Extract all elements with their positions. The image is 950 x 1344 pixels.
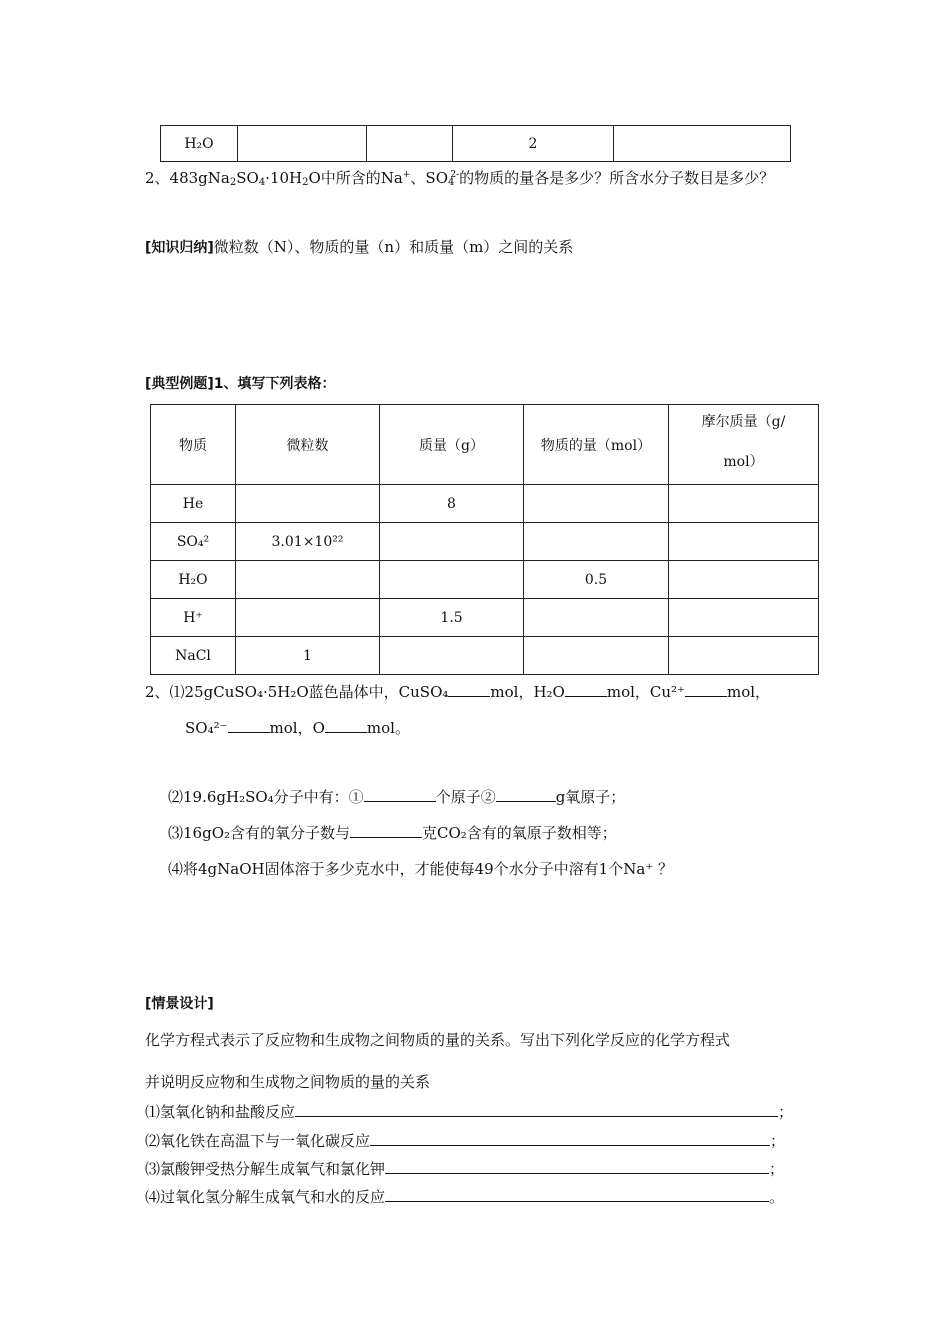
answer-line[interactable] xyxy=(370,1131,770,1146)
q-text: ⑶16gO₂含有的氧分子数与 xyxy=(168,824,351,842)
table-cell: He xyxy=(151,485,236,523)
table-cell xyxy=(236,485,380,523)
answer-line[interactable] xyxy=(295,1102,778,1117)
q2-part1-line1 xyxy=(145,681,770,702)
example-table xyxy=(150,404,819,675)
item-text: ⑷过氧化氢分解生成氧气和水的反应 xyxy=(145,1188,386,1206)
table-cell xyxy=(380,637,524,675)
q-text: 2、⑴25gCuSO₄·5H₂O蓝色晶体中，CuSO₄ xyxy=(145,683,449,701)
table-cell xyxy=(524,485,669,523)
q2-part3 xyxy=(168,822,617,843)
equation-item-1 xyxy=(145,1101,815,1122)
knowledge-summary xyxy=(145,236,573,257)
table-cell xyxy=(614,126,791,162)
q-text: ·10H xyxy=(265,169,303,187)
q2-part1-line2 xyxy=(185,717,410,738)
q-text: g氧原子； xyxy=(555,788,626,806)
question-2-top xyxy=(145,167,774,188)
answer-line[interactable] xyxy=(385,1187,769,1202)
table-cell: H⁺ xyxy=(151,599,236,637)
item-text: ⑶氯酸钾受热分解生成氧气和氯化钾 xyxy=(145,1160,386,1178)
q-text: O中所含的Na xyxy=(308,169,403,187)
answer-blank[interactable] xyxy=(565,682,607,697)
header-cell: 物质的量（mol） xyxy=(524,405,669,485)
table-row xyxy=(151,485,819,523)
q-text: 个原子② xyxy=(435,788,496,806)
q-text: ⑵19.6gH₂SO₄分子中有：① xyxy=(168,788,364,806)
q-sub: 2 xyxy=(229,177,237,188)
q-sub: 4 xyxy=(258,177,266,188)
equation-item-2 xyxy=(145,1130,815,1151)
q-sup: 2- xyxy=(450,170,460,180)
q-text: mol， xyxy=(726,683,771,701)
table-cell xyxy=(380,523,524,561)
answer-blank[interactable] xyxy=(325,718,367,733)
equation-item-4 xyxy=(145,1186,815,1207)
table-row xyxy=(151,599,819,637)
header-line: mol） xyxy=(723,453,764,470)
item-end: ； xyxy=(770,1132,786,1150)
scenario-text-1: 化学方程式表示了反应物和生成物之间物质的量的关系。写出下列化学反应的化学方程式 xyxy=(145,1031,731,1049)
table-cell xyxy=(669,637,819,675)
q-text: 克CO₂含有的氧原子数相等； xyxy=(422,824,617,842)
q-text: mol。 xyxy=(366,719,410,737)
answer-blank[interactable] xyxy=(496,787,556,802)
q-text: mol，O xyxy=(269,719,325,737)
answer-blank[interactable] xyxy=(228,718,270,733)
item-end: 。 xyxy=(769,1188,785,1206)
table-cell xyxy=(669,523,819,561)
q2-part4: ⑷将4gNaOH固体溶于多少克水中，才能使每49个水分子中溶有1个Na⁺ ？ xyxy=(168,860,673,878)
q-sub: 4 xyxy=(448,177,455,188)
knowledge-text: 微粒数（N）、物质的量（n）和质量（m）之间的关系 xyxy=(213,238,574,256)
table-header-row xyxy=(151,405,819,485)
answer-blank[interactable] xyxy=(448,682,490,697)
table-cell xyxy=(236,561,380,599)
top-table xyxy=(160,125,791,162)
table-cell: 2 xyxy=(453,126,614,162)
section-label: [知识归纳] xyxy=(145,240,214,256)
table-cell xyxy=(380,561,524,599)
table-row xyxy=(151,637,819,675)
table-cell xyxy=(236,599,380,637)
answer-blank[interactable] xyxy=(685,682,727,697)
header-cell: 微粒数 xyxy=(236,405,380,485)
q-sup: + xyxy=(402,170,411,180)
answer-line[interactable] xyxy=(385,1159,769,1174)
header-cell xyxy=(669,405,819,485)
q-text: SO xyxy=(236,169,259,187)
header-line: 摩尔质量（g/ xyxy=(701,413,786,430)
table-cell: H₂O xyxy=(161,126,238,162)
table-cell: H₂O xyxy=(151,561,236,599)
equation-item-3 xyxy=(145,1158,815,1179)
table-cell xyxy=(238,126,367,162)
table-cell: NaCl xyxy=(151,637,236,675)
answer-blank[interactable] xyxy=(350,823,422,838)
table-cell xyxy=(669,485,819,523)
header-cell: 质量（g） xyxy=(380,405,524,485)
table-row xyxy=(151,523,819,561)
table-row xyxy=(151,561,819,599)
q2-part2 xyxy=(168,786,625,807)
table-cell xyxy=(524,523,669,561)
table-cell: SO₄² xyxy=(151,523,236,561)
table-row xyxy=(161,126,791,162)
header-cell: 物质 xyxy=(151,405,236,485)
q-text: SO₄²⁻ xyxy=(185,719,228,737)
q-text: mol，H₂O xyxy=(490,683,565,701)
q-sub: 2 xyxy=(302,177,309,188)
example-label: [典型例题]1、填写下列表格： xyxy=(145,376,336,392)
table-cell: 8 xyxy=(380,485,524,523)
q-text: 2、483gNa xyxy=(145,169,230,187)
q-text: mol，Cu²⁺ xyxy=(606,683,685,701)
item-end: ； xyxy=(778,1103,794,1121)
table-cell: 1 xyxy=(236,637,380,675)
table-cell xyxy=(669,561,819,599)
scenario-text-2: 并说明反应物和生成物之间物质的量的关系 xyxy=(145,1073,431,1091)
table-cell: 3.01×10²² xyxy=(236,523,380,561)
answer-blank[interactable] xyxy=(364,787,436,802)
q-text: 的物质的量各是多少？所含水分子数目是多少？ xyxy=(459,169,775,187)
item-end: ； xyxy=(769,1160,785,1178)
item-text: ⑵氧化铁在高温下与一氧化碳反应 xyxy=(145,1132,371,1150)
item-text: ⑴氢氧化钠和盐酸反应 xyxy=(145,1103,296,1121)
q-text: 、SO xyxy=(410,169,448,187)
table-cell xyxy=(524,599,669,637)
table-cell xyxy=(524,637,669,675)
scenario-label: [情景设计] xyxy=(145,996,214,1012)
table-cell: 1.5 xyxy=(380,599,524,637)
table-cell: 0.5 xyxy=(524,561,669,599)
table-cell xyxy=(669,599,819,637)
table-cell xyxy=(367,126,453,162)
